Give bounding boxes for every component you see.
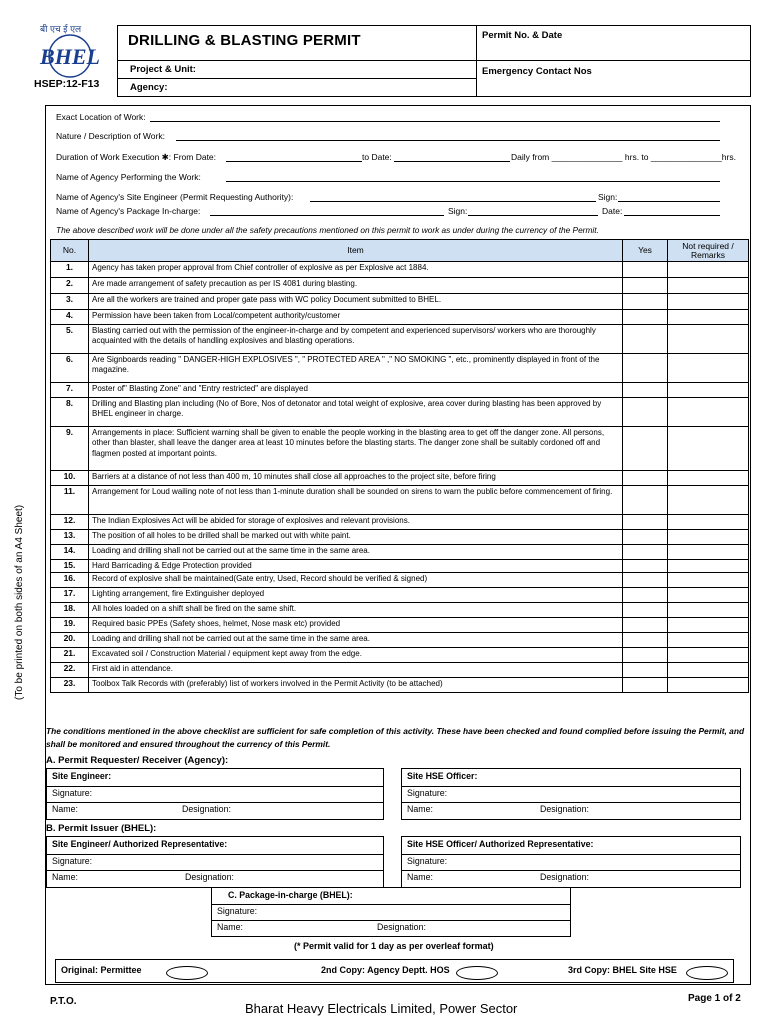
- row-item: Hard Barricading & Edge Protection provided: [89, 560, 623, 573]
- row-number: 12.: [51, 515, 89, 530]
- col-header-no: No.: [51, 240, 89, 262]
- section-c-signature[interactable]: Signature:: [217, 906, 258, 916]
- site-engineer-field[interactable]: [310, 201, 596, 202]
- row-yes-cell[interactable]: [623, 325, 668, 354]
- copy-second-checkbox[interactable]: [456, 966, 498, 980]
- table-row: [51, 560, 749, 573]
- section-c-title: C. Package-in-charge (BHEL):: [228, 890, 353, 900]
- row-yes-cell[interactable]: [623, 648, 668, 663]
- table-row: [51, 262, 749, 278]
- row-number: 4.: [51, 310, 89, 325]
- row-number: 16.: [51, 573, 89, 588]
- row-remarks-cell[interactable]: [668, 383, 749, 398]
- row-number: 2.: [51, 278, 89, 294]
- copy-original: Original: Permittee: [61, 965, 142, 975]
- row-number: 11.: [51, 486, 89, 515]
- row-remarks-cell[interactable]: [668, 262, 749, 278]
- section-b-left-title: Site Engineer/ Authorized Representative:: [52, 839, 228, 849]
- table-row: [51, 678, 749, 693]
- row-item: Required basic PPEs (Safety shoes, helmet, Nose mask etc) provided: [89, 618, 623, 633]
- row-item: Blasting carried out with the permission of the engineer-in-charge and by competent and experienced supervisors/ workers who are thoroughly acquainted with the details of handling explosives and blasting operations.: [89, 325, 623, 354]
- section-a-left-name[interactable]: Name:: [52, 804, 78, 814]
- col-header-yes: Yes: [623, 240, 668, 262]
- validity-note: (* Permit valid for 1 day as per overleaf format): [294, 941, 494, 951]
- section-b-title: B. Permit Issuer (BHEL):: [46, 823, 157, 834]
- row-item: Arrangement for Loud wailing note of not less than 1-minute duration shall be sounded on sirens to warn the public before commencement of firing.: [89, 486, 623, 515]
- row-item: Loading and drilling shall not be carried out at the same time in the same area.: [89, 545, 623, 560]
- section-b-left-name[interactable]: Name:: [52, 872, 78, 882]
- section-b-hse-box: [401, 836, 741, 888]
- site-engineer-label: Name of Agency's Site Engineer (Permit Requesting Authority):: [56, 192, 294, 202]
- row-item: Are made arrangement of safety precaution as per IS 4081 during blasting.: [89, 278, 623, 294]
- row-yes-cell[interactable]: [623, 471, 668, 486]
- section-c-designation[interactable]: Designation:: [377, 922, 426, 932]
- col-header-item: Item: [89, 240, 623, 262]
- table-row: [51, 383, 749, 398]
- from-date-field[interactable]: [226, 161, 362, 162]
- row-number: 22.: [51, 663, 89, 678]
- row-item: All holes loaded on a shift shall be fired on the same shift.: [89, 603, 623, 618]
- table-row: [51, 618, 749, 633]
- date-field[interactable]: [624, 215, 720, 216]
- row-remarks-cell[interactable]: [668, 663, 749, 678]
- row-item: Toolbox Talk Records with (preferably) list of workers involved in the Permit Activity (to be attached): [89, 678, 623, 693]
- table-row: [51, 398, 749, 427]
- side-note: (To be printed on both sides of an A4 Sheet): [14, 504, 25, 700]
- row-remarks-cell[interactable]: [668, 530, 749, 545]
- table-row: [51, 530, 749, 545]
- package-incharge-field[interactable]: [210, 215, 444, 216]
- table-row: [51, 515, 749, 530]
- table-row: [51, 471, 749, 486]
- row-number: 7.: [51, 383, 89, 398]
- row-yes-cell[interactable]: [623, 486, 668, 515]
- row-yes-cell[interactable]: [623, 678, 668, 693]
- row-number: 20.: [51, 633, 89, 648]
- bhel-logo: [34, 20, 106, 80]
- row-yes-cell[interactable]: [623, 573, 668, 588]
- table-row: [51, 545, 749, 560]
- table-row: [51, 294, 749, 310]
- row-remarks-cell[interactable]: [668, 515, 749, 530]
- section-a-left-signature[interactable]: Signature:: [52, 788, 93, 798]
- agency-performing-field[interactable]: [226, 181, 720, 182]
- row-item: The Indian Explosives Act will be abided for storage of explosives and relevant provisions.: [89, 515, 623, 530]
- row-yes-cell[interactable]: [623, 663, 668, 678]
- section-c-box: [211, 887, 571, 937]
- row-remarks-cell[interactable]: [668, 398, 749, 427]
- table-row: [51, 663, 749, 678]
- row-item: Are all the workers are trained and proper gate pass with WC policy Document submitted to BHEL.: [89, 294, 623, 310]
- row-remarks-cell[interactable]: [668, 545, 749, 560]
- row-number: 15.: [51, 560, 89, 573]
- row-item: Permission have been taken from Local/competent authority/customer: [89, 310, 623, 325]
- row-item: Agency has taken proper approval from Chief controller of explosive as per Explosive act 1884.: [89, 262, 623, 278]
- section-a-title: A. Permit Requester/ Receiver (Agency):: [46, 755, 229, 766]
- permit-body: [45, 105, 751, 985]
- section-b-right-title: Site HSE Officer/ Authorized Representative:: [407, 839, 594, 849]
- doc-code: HSEP:12-F13: [34, 78, 100, 90]
- pto-label: P.T.O.: [50, 996, 77, 1007]
- row-remarks-cell[interactable]: [668, 310, 749, 325]
- row-remarks-cell[interactable]: [668, 278, 749, 294]
- section-a-right-signature[interactable]: Signature:: [407, 788, 448, 798]
- row-item: Record of explosive shall be maintained(Gate entry, Used, Record should be verified & signed): [89, 573, 623, 588]
- copy-original-checkbox[interactable]: [166, 966, 208, 980]
- row-number: 10.: [51, 471, 89, 486]
- precaution-note: The above described work will be done under all the safety precautions mentioned on this permit to work as under during the currency of the Permit.: [56, 225, 599, 235]
- col-header-remarks: Not required / Remarks: [668, 240, 749, 262]
- copy-distribution: [55, 959, 734, 983]
- table-row: [51, 633, 749, 648]
- sign1-label: Sign:: [598, 192, 618, 202]
- section-a-right-title: Site HSE Officer:: [407, 771, 478, 781]
- row-number: 1.: [51, 262, 89, 278]
- section-b-left-designation[interactable]: Designation:: [185, 872, 234, 882]
- row-remarks-cell[interactable]: [668, 588, 749, 603]
- agency-performing-label: Name of Agency Performing the Work:: [56, 172, 201, 182]
- row-remarks-cell[interactable]: [668, 603, 749, 618]
- date-label: Date:: [602, 206, 623, 216]
- row-yes-cell[interactable]: [623, 515, 668, 530]
- section-b-left-signature[interactable]: Signature:: [52, 856, 93, 866]
- row-item: Lighting arrangement, fire Extinguisher deployed: [89, 588, 623, 603]
- page-number: Page 1 of 2: [688, 993, 741, 1004]
- row-remarks-cell[interactable]: [668, 573, 749, 588]
- nature-field[interactable]: [176, 140, 720, 141]
- section-c-name[interactable]: Name:: [217, 922, 243, 932]
- agency-label: Agency:: [130, 82, 168, 93]
- sign2-label: Sign:: [448, 206, 468, 216]
- row-item: Arrangements in place: Sufficient warning shall be given to enable the people working in the blasting area to get off the danger zone. All persons, other than blaster, shall leave the danger area at least 10 minutes before the blasting starts. The danger zone shall be suitably cordoned off and flagmen posted at important points.: [89, 427, 623, 471]
- row-yes-cell[interactable]: [623, 618, 668, 633]
- to-date-field[interactable]: [394, 161, 510, 162]
- table-row: [51, 603, 749, 618]
- row-yes-cell[interactable]: [623, 560, 668, 573]
- row-remarks-cell[interactable]: [668, 427, 749, 471]
- table-row: [51, 354, 749, 383]
- section-a-site-engineer-box: [46, 768, 384, 820]
- nature-label: Nature / Description of Work:: [56, 131, 165, 141]
- row-item: Loading and drilling shall not be carried out at the same time in the same area.: [89, 633, 623, 648]
- row-item: First aid in attendance.: [89, 663, 623, 678]
- row-item: Are Signboards reading " DANGER-HIGH EXPLOSIVES ", " PROTECTED AREA " ," NO SMOKING ", etc., prominently displayed in front of the magazine.: [89, 354, 623, 383]
- logo-text: BHEL: [40, 44, 100, 69]
- copy-third: 3rd Copy: BHEL Site HSE: [568, 965, 677, 975]
- table-row: [51, 486, 749, 515]
- exact-location-label: Exact Location of Work:: [56, 112, 146, 122]
- row-remarks-cell[interactable]: [668, 471, 749, 486]
- to-date-label: to Date:: [362, 152, 392, 162]
- sign1-field[interactable]: [618, 201, 720, 202]
- emergency-contact-label: Emergency Contact Nos: [482, 66, 592, 77]
- page-title: DRILLING & BLASTING PERMIT: [128, 32, 361, 49]
- row-number: 9.: [51, 427, 89, 471]
- table-row: [51, 573, 749, 588]
- row-yes-cell[interactable]: [623, 354, 668, 383]
- row-yes-cell[interactable]: [623, 633, 668, 648]
- row-yes-cell[interactable]: [623, 294, 668, 310]
- daily-hours-label: Daily from _______________ hrs. to _______________hrs.: [511, 152, 736, 162]
- row-number: 3.: [51, 294, 89, 310]
- row-number: 19.: [51, 618, 89, 633]
- project-label: Project & Unit:: [130, 64, 196, 75]
- section-b-site-engineer-box: [46, 836, 384, 888]
- copy-third-checkbox[interactable]: [686, 966, 728, 980]
- row-number: 8.: [51, 398, 89, 427]
- row-remarks-cell[interactable]: [668, 294, 749, 310]
- table-row: [51, 310, 749, 325]
- row-remarks-cell[interactable]: [668, 618, 749, 633]
- table-row: [51, 427, 749, 471]
- section-a-right-name[interactable]: Name:: [407, 804, 433, 814]
- exact-location-field[interactable]: [150, 121, 720, 122]
- row-number: 5.: [51, 325, 89, 354]
- row-remarks-cell[interactable]: [668, 354, 749, 383]
- row-remarks-cell[interactable]: [668, 325, 749, 354]
- duration-label: Duration of Work Execution ✱: From Date:: [56, 152, 217, 162]
- row-remarks-cell[interactable]: [668, 560, 749, 573]
- section-b-right-name[interactable]: Name:: [407, 872, 433, 882]
- header-box: [117, 25, 751, 97]
- row-number: 14.: [51, 545, 89, 560]
- row-yes-cell[interactable]: [623, 278, 668, 294]
- table-row: [51, 325, 749, 354]
- row-remarks-cell[interactable]: [668, 486, 749, 515]
- row-number: 13.: [51, 530, 89, 545]
- permit-no-label: Permit No. & Date: [482, 30, 563, 41]
- row-number: 6.: [51, 354, 89, 383]
- logo-hindi-text: बी एच ई एल: [40, 24, 82, 34]
- row-yes-cell[interactable]: [623, 310, 668, 325]
- table-row: [51, 588, 749, 603]
- checklist-table: [50, 239, 749, 693]
- section-a-left-designation[interactable]: Designation:: [182, 804, 231, 814]
- conditions-note: The conditions mentioned in the above checklist are sufficient for safe completion of this activity. These have been checked and found complied before issuing the Permit, and shall be monitored and ensured throughout the currency of this Permit.: [46, 726, 745, 749]
- row-yes-cell[interactable]: [623, 262, 668, 278]
- section-a-left-title: Site Engineer:: [52, 771, 112, 781]
- row-number: 17.: [51, 588, 89, 603]
- package-incharge-label: Name of Agency's Package In-charge:: [56, 206, 201, 216]
- table-row: [51, 278, 749, 294]
- row-remarks-cell[interactable]: [668, 678, 749, 693]
- row-number: 23.: [51, 678, 89, 693]
- section-b-right-signature[interactable]: Signature:: [407, 856, 448, 866]
- company-footer: Bharat Heavy Electricals Limited, Power Sector: [245, 1001, 518, 1016]
- section-b-right-designation[interactable]: Designation:: [540, 872, 589, 882]
- row-yes-cell[interactable]: [623, 398, 668, 427]
- row-number: 21.: [51, 648, 89, 663]
- row-item: The position of all holes to be drilled shall be marked out with white paint.: [89, 530, 623, 545]
- row-yes-cell[interactable]: [623, 383, 668, 398]
- row-item: Drilling and Blasting plan including (No of Bore, Nos of detonator and total weight of explosive, area cover during blasting has been approved by BHEL engineer in charge.: [89, 398, 623, 427]
- row-yes-cell[interactable]: [623, 427, 668, 471]
- row-item: Barriers at a distance of not less than 400 m, 10 minutes shall close all approaches to the project site, before firing: [89, 471, 623, 486]
- bhel-logo-mark: [36, 34, 104, 78]
- row-remarks-cell[interactable]: [668, 648, 749, 663]
- copy-second: 2nd Copy: Agency Deptt. HOS: [321, 965, 450, 975]
- section-a-right-designation[interactable]: Designation:: [540, 804, 589, 814]
- row-item: Excavated soil / Construction Material / equipment kept away from the edge.: [89, 648, 623, 663]
- table-row: [51, 648, 749, 663]
- row-item: Poster of" Blasting Zone" and "Entry restricted" are displayed: [89, 383, 623, 398]
- section-a-hse-box: [401, 768, 741, 820]
- sign2-field[interactable]: [468, 215, 598, 216]
- row-number: 18.: [51, 603, 89, 618]
- row-yes-cell[interactable]: [623, 603, 668, 618]
- row-yes-cell[interactable]: [623, 530, 668, 545]
- row-remarks-cell[interactable]: [668, 633, 749, 648]
- row-yes-cell[interactable]: [623, 545, 668, 560]
- row-yes-cell[interactable]: [623, 588, 668, 603]
